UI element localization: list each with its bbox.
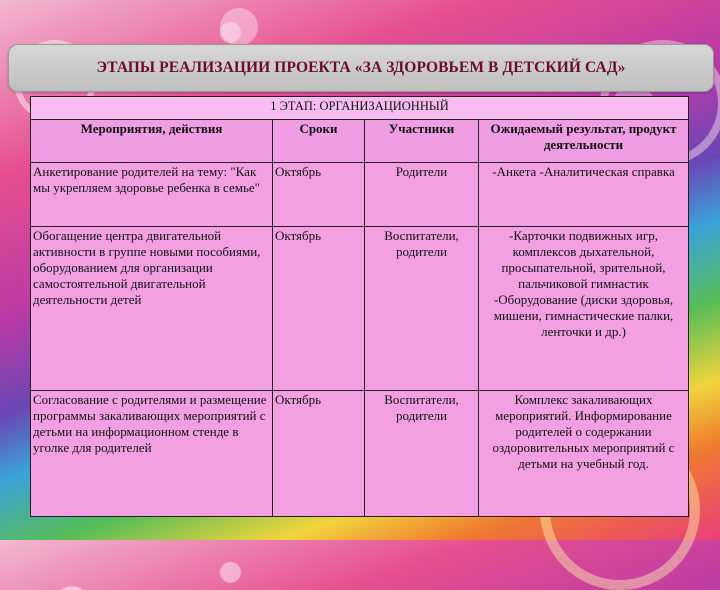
term-cell: Октябрь bbox=[273, 227, 365, 391]
header-row bbox=[31, 120, 689, 163]
participants-cell: Родители bbox=[365, 163, 479, 227]
table-row bbox=[31, 227, 689, 391]
stage-row bbox=[31, 97, 689, 120]
column-header-terms: Сроки bbox=[273, 120, 365, 163]
column-header-activities: Мероприятия, действия bbox=[31, 120, 273, 163]
activity-cell: Согласование с родителями и размещение программы закаливающих мероприятий с детьми на информационном стенде в уголке для родителей bbox=[31, 391, 273, 517]
term-cell: Октябрь bbox=[273, 163, 365, 227]
activity-cell: Анкетирование родителей на тему: "Как мы укрепляем здоровье ребенка в семье" bbox=[31, 163, 273, 227]
result-cell: Комплекс закаливающих мероприятий. Информирование родителей о содержании оздоровительных мероприятий с детьми на учебный год. bbox=[479, 391, 689, 517]
page-title: ЭТАПЫ РЕАЛИЗАЦИИ ПРОЕКТА «ЗА ЗДОРОВЬЕМ В ДЕТСКИЙ САД» bbox=[96, 59, 626, 76]
result-cell: -Анкета -Аналитическая справка bbox=[479, 163, 689, 227]
activity-cell: Обогащение центра двигательной активности в группе новыми пособиями, оборудованием для организации самостоятельной двигательной деятельности детей bbox=[31, 227, 273, 391]
participants-cell: Воспитатели, родители bbox=[365, 391, 479, 517]
stage-table bbox=[30, 96, 689, 517]
table-row bbox=[31, 391, 689, 517]
table-row bbox=[31, 163, 689, 227]
title-banner bbox=[8, 44, 714, 92]
participants-cell: Воспитатели, родители bbox=[365, 227, 479, 391]
result-cell: -Карточки подвижных игр, комплексов дыхательной, просыпательной, зрительной, пальчиковой гимнастик -Оборудование (диски здоровья, мишени, гимнастические палки, ленточки и др.) bbox=[479, 227, 689, 391]
stage-title: 1 ЭТАП: ОРГАНИЗАЦИОННЫЙ bbox=[31, 97, 689, 120]
column-header-participants: Участники bbox=[365, 120, 479, 163]
decorative-dot bbox=[220, 8, 258, 46]
column-header-result: Ожидаемый результат, продукт деятельности bbox=[479, 120, 689, 163]
term-cell: Октябрь bbox=[273, 391, 365, 517]
